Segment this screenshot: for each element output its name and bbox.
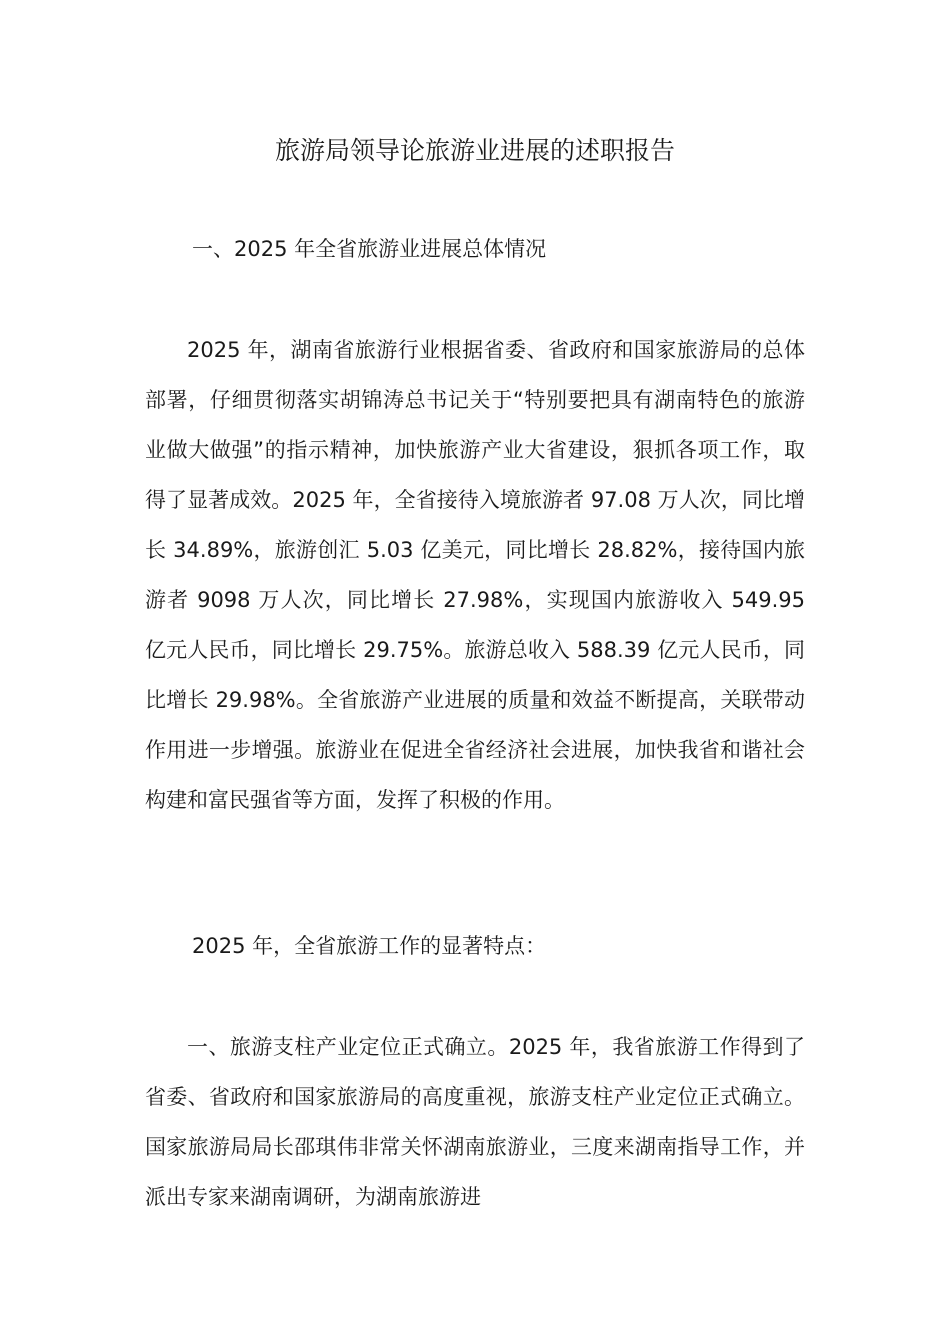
section-heading: 一、2025 年全省旅游业进展总体情况 [192,237,547,261]
body-paragraph: 一、旅游支柱产业定位正式确立。2025 年，我省旅游工作得到了省委、省政府和国家旅游局的高度重视，旅游支柱产业定位正式确立。国家旅游局局长邵琪伟非常关怀湖南旅游业，三度来湖南指导工作，并派出专家来湖南调研，为湖南旅游进 [145,1035,805,1209]
body-paragraph: 2025 年，湖南省旅游行业根据省委、省政府和国家旅游局的总体部署，仔细贯彻落实胡锦涛总书记关于“特别要把具有湖南特色的旅游业做大做强”的指示精神，加快旅游产业大省建设，狠抓各项工作，取得了显著成效。2025 年，全省接待入境旅游者 97.08 万人次，同比增长 34.89%，旅游创汇 5.03 亿美元，同比增长 28.82%，接待国内旅游者 9098 万人次，同比增长 27.98%，实现国内旅游收入 549.95 亿元人民币，同比增长 29.75%。旅游总收入 588.39 亿元人民币，同比增长 29.98%。全省旅游产业进展的质量和效益不断提高，关联带动作用进一步增强。旅游业在促进全省经济社会进展，加快我省和谐社会构建和富民强省等方面，发挥了积极的作用。 [145,338,805,812]
document-title: 旅游局领导论旅游业进展的述职报告 [274,136,675,165]
features-heading: 2025 年，全省旅游工作的显著特点： [192,934,547,958]
